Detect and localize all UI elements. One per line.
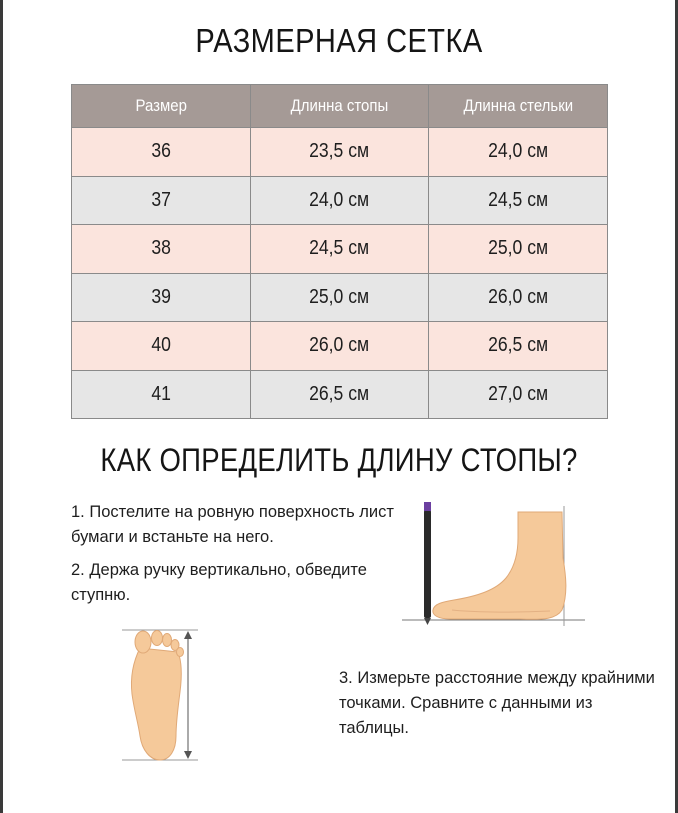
table-row bbox=[72, 176, 608, 225]
header-insole-length: Длинна стельки bbox=[429, 85, 608, 128]
cell-foot-length: 24,5 см bbox=[250, 225, 429, 274]
header-size: Размер bbox=[72, 85, 251, 128]
cell-size: 38 bbox=[72, 225, 251, 274]
cell-insole-length: 25,0 см bbox=[429, 225, 608, 274]
cell-size: 39 bbox=[72, 273, 251, 322]
table-row bbox=[72, 273, 608, 322]
table-row bbox=[72, 128, 608, 177]
cell-insole-length: 24,5 см bbox=[429, 176, 608, 225]
header-foot-length: Длинна стопы bbox=[250, 85, 429, 128]
section-title: КАК ОПРЕДЕЛИТЬ ДЛИНУ СТОПЫ? bbox=[100, 442, 578, 478]
foot-side-icon bbox=[400, 498, 590, 630]
cell-foot-length: 23,5 см bbox=[250, 128, 429, 177]
cell-size: 37 bbox=[72, 176, 251, 225]
cell-foot-length: 26,0 см bbox=[250, 322, 429, 371]
foot-sole-icon bbox=[118, 626, 208, 768]
cell-insole-length: 27,0 см bbox=[429, 370, 608, 419]
table-header-row bbox=[72, 85, 608, 128]
instruction-step-2: 2. Держа ручку вертикально, обведите ступню. bbox=[71, 561, 367, 604]
instruction-step-1: 1. Постелите на ровную поверхность лист бумаги и встаньте на него. bbox=[71, 503, 394, 546]
table-row bbox=[72, 322, 608, 371]
cell-size: 40 bbox=[72, 322, 251, 371]
cell-foot-length: 26,5 см bbox=[250, 370, 429, 419]
cell-foot-length: 24,0 см bbox=[250, 176, 429, 225]
cell-insole-length: 26,5 см bbox=[429, 322, 608, 371]
cell-insole-length: 24,0 см bbox=[429, 128, 608, 177]
cell-size: 36 bbox=[72, 128, 251, 177]
frame-left-border bbox=[0, 0, 3, 813]
page-title: РАЗМЕРНАЯ СЕТКА bbox=[195, 22, 483, 59]
table-row bbox=[72, 225, 608, 274]
instruction-step-3: 3. Измерьте расстояние между крайними точками. Сравните с данными из таблицы. bbox=[339, 669, 655, 737]
size-table bbox=[71, 84, 608, 419]
table-row bbox=[72, 370, 608, 419]
pen-icon bbox=[424, 502, 431, 625]
cell-foot-length: 25,0 см bbox=[250, 273, 429, 322]
cell-size: 41 bbox=[72, 370, 251, 419]
cell-insole-length: 26,0 см bbox=[429, 273, 608, 322]
